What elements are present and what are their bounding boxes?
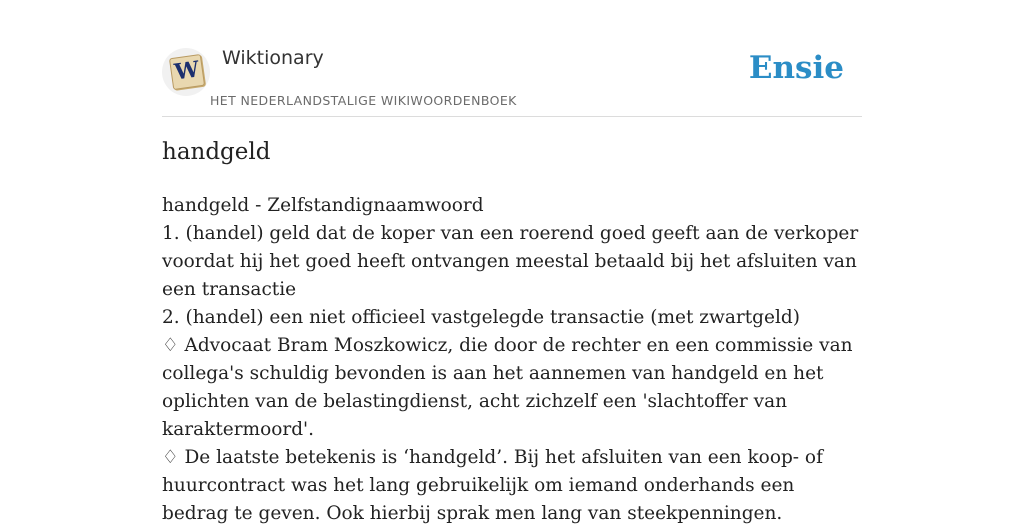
definition-2: 2. (handel) een niet officieel vastgelegde transactie (met zwartgeld) — [162, 307, 800, 328]
definition-1: 1. (handel) geld dat de koper van een roerend goed geeft aan de verkoper voordat hij het goed heeft ontvangen meestal betaald bij het afsluiten van een transactie — [162, 223, 859, 300]
site-name[interactable]: Wiktionary — [222, 47, 324, 69]
ensie-brand-logo[interactable]: Ensie — [748, 50, 844, 86]
entry-content — [162, 192, 862, 528]
logo-tile-icon — [169, 54, 205, 90]
wiktionary-logo[interactable] — [162, 48, 210, 96]
entry-title: handgeld — [162, 139, 271, 165]
site-tagline: HET NEDERLANDSTALIGE WIKIWOORDENBOEK — [210, 93, 517, 108]
example-1: ♢ Advocaat Bram Moszkowicz, die door de rechter en een commissie van collega's schuldig bevonden is aan het aannemen van handgeld en het oplichten van de belastingdienst, acht zichzelf een 'slachtoffer van karaktermoord'. — [162, 335, 853, 440]
logo-letter: W — [172, 56, 201, 86]
entry-headword-line: handgeld - Zelfstandignaamwoord — [162, 195, 484, 216]
example-2: ♢ De laatste betekenis is ‘handgeld’. Bij het afsluiten van een koop- of huurcontract was het lang gebruikelijk om iemand onderhands een bedrag te geven. Ook hierbij sprak men lang van steekpenningen. — [162, 447, 823, 524]
site-header — [162, 40, 862, 117]
